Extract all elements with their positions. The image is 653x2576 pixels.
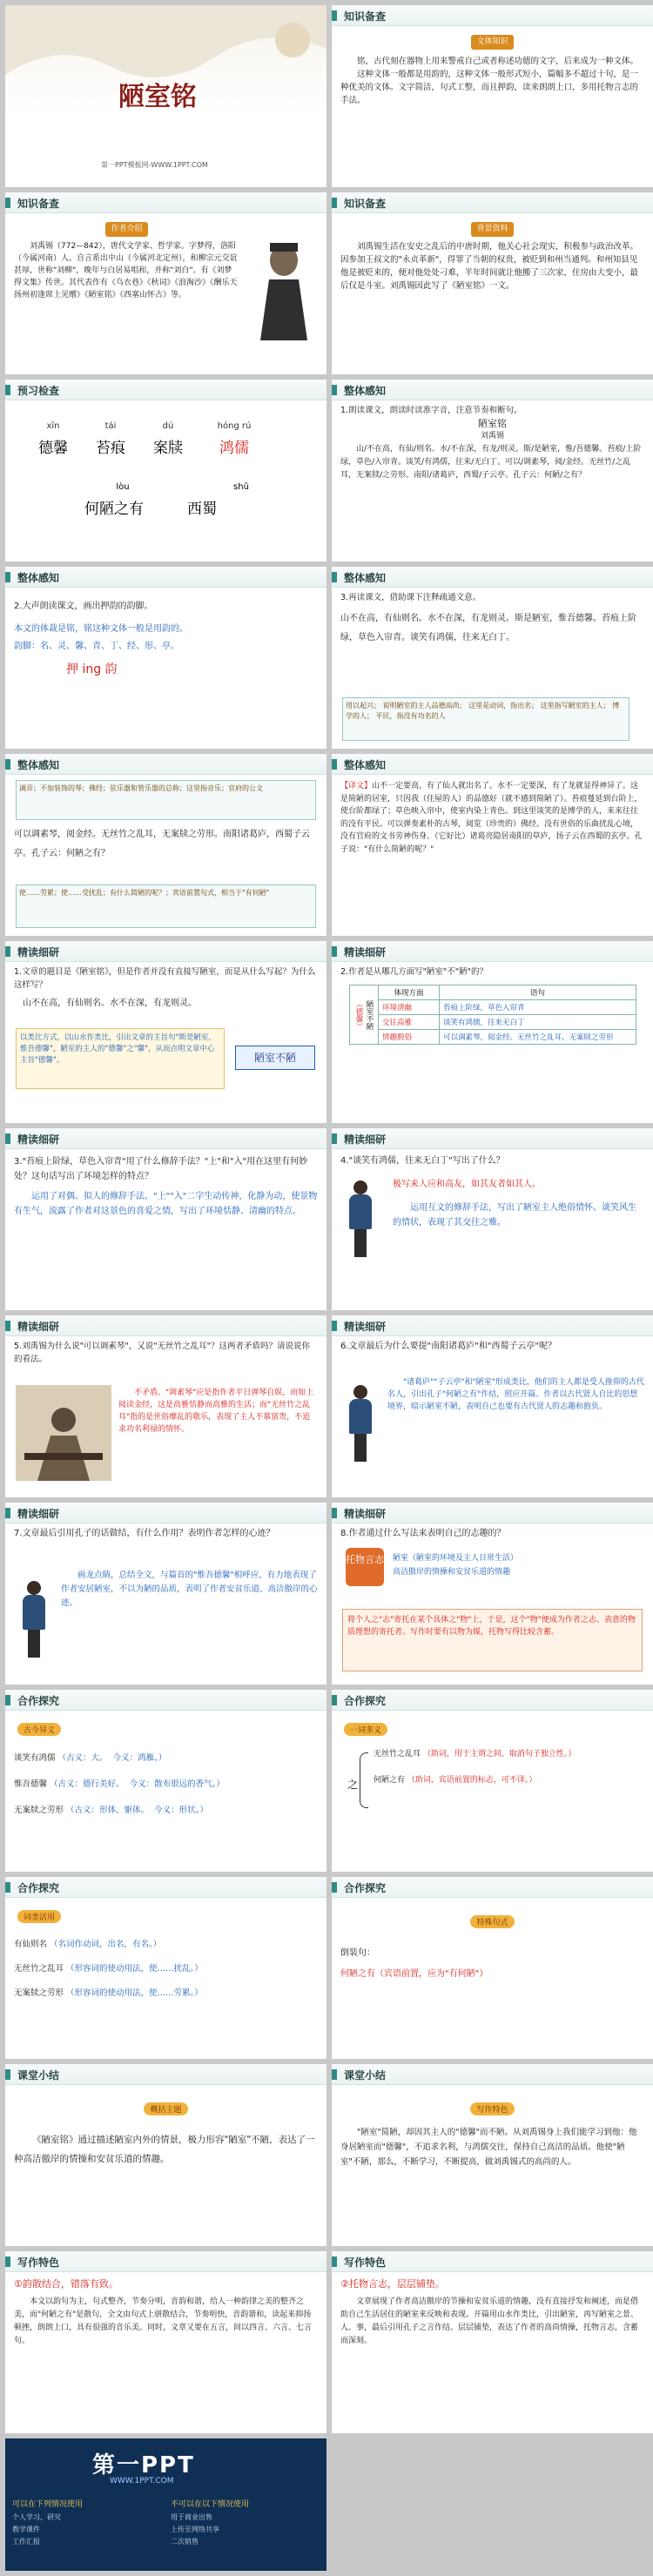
slide-author <box>5 192 326 374</box>
slide-summary-feature <box>332 2064 653 2246</box>
old-3: （古义：形体、躯体。 <box>66 1806 150 1815</box>
note-1: 用以起兴 <box>346 702 374 710</box>
tag: 文体知识 <box>471 35 513 50</box>
row-aspect-2: 交往高雅 <box>379 1015 440 1030</box>
slide-translation <box>332 754 653 936</box>
answer: "诸葛庐""子云亭"和"陋室"形成类比，他们的主人都是受人推仰的古代名人，引出孔子"何陋之有"作结，照应开篇。作者以古代贤人自比的思想境界，暗示陋室不陋，表明自己也要有古代贤人的志趣和抱负。 <box>387 1378 644 1411</box>
allowed-item-3: 工作汇报 <box>12 2538 40 2546</box>
allowed-item-1: 个人学习、研究 <box>12 2513 61 2521</box>
note-box-top: 调弄；不加装饰的琴；佛经；弦乐器和管乐器的总称；这里指音乐；官府的公文 <box>16 780 316 820</box>
note-5: 这里指音乐 <box>186 784 221 792</box>
new-1: 今义：鸿雁。） <box>112 1753 167 1763</box>
banner <box>332 5 653 26</box>
word: 之 <box>347 1779 359 1791</box>
tag: 一词多义 <box>344 1723 387 1736</box>
banner-title: 精读细研 <box>17 1321 60 1333</box>
usage-3: （形容词的使动用法，使……劳累。） <box>66 1988 203 1998</box>
slide-analysis-5 <box>5 1315 326 1497</box>
slide-notes-2 <box>5 754 326 936</box>
question: 3."苔痕上阶绿，草色入帘青"用了什么修辞手法？"上"和"入"用在这里有何妙处？这句话写出了环境怎样的特点？ <box>14 1157 308 1181</box>
answer-2: 运用互文的修辞手法，写出了陋室主人绝俗情怀、谈笑风生的情状，表现了其交往之雅。 <box>393 1203 636 1227</box>
tag: 词类活用 <box>17 1910 61 1923</box>
answer-2: 韵脚：名、灵、馨、青、丁、经、形、亭。 <box>14 642 179 651</box>
note-3: 这里是动词，指出名 <box>468 702 532 710</box>
banner <box>332 941 653 962</box>
banner <box>5 2064 326 2085</box>
meaning-1: （助词，用于主谓之间，取消句子独立性。） <box>422 1750 576 1759</box>
word-6: 西蜀 <box>187 501 217 518</box>
usage-1: （名词作动词，出名，有名。） <box>50 1940 162 1949</box>
poem-body: 山/不在高，有仙/则名。水/不在深，有龙/则灵。斯/是陋室，惟/吾德馨。苔痕/上阶绿，草色/入帘青。谈笑/有鸿儒，往来/无白丁。可以/调素琴，阅/金经。无丝竹/之乱耳，无案牍/之劳形。南阳/诸葛庐，西蜀/子云亭。孔子云：何陋/之有？ <box>340 445 642 480</box>
pinyin-3: dú <box>162 421 174 431</box>
banner <box>5 1690 326 1711</box>
banner <box>5 754 326 775</box>
translation-tag: 【译文】 <box>340 782 373 790</box>
row-2 <box>374 1773 644 1787</box>
note-6: 平民，指没有功名的人 <box>375 712 446 720</box>
answer-box <box>342 1609 643 1671</box>
banner-title: 写作特色 <box>17 2257 60 2269</box>
row-1 <box>14 1745 318 1772</box>
note-4: 弦乐器和管乐器的总称 <box>110 784 179 792</box>
aspect-table <box>349 985 636 1045</box>
tag: 背景资料 <box>471 222 513 237</box>
banner-title: 课堂小结 <box>17 2069 60 2082</box>
banner-title: 精读细研 <box>17 1508 60 1520</box>
word-2: 惟吾德馨 <box>14 1779 48 1789</box>
example: 何陋之有（宾语前置，应为"有何陋"） <box>340 1969 488 1979</box>
question: 2.大声朗读课文，画出押韵的韵脚。 <box>14 602 153 611</box>
question: 1.文章的题目是《陋室铭》，但是作者并没有直接写陋室，而是从什么写起？为什么这样写？ <box>14 967 316 990</box>
desc-1: 陋室（陋室的环境及主人日常生活） <box>393 1554 519 1563</box>
bg-text: 刘禹锡生活在安史之乱后的中唐时期，他关心社会现实，积极参与政治改革。因参加王叔文的"永贞革新"，得罪了当朝的权贵，被贬到和州当通判。和州知县见他是被贬来的，便对他处处刁难，半年时间就让他搬了三次家，住房由大变小，最后仅是斗室。刘禹锡因此写了《陋室铭》一文。 <box>340 242 639 291</box>
slide-analysis-1 <box>5 941 326 1123</box>
banner-title: 写作特色 <box>344 2257 387 2269</box>
poem-title: 陋室铭 <box>478 418 507 429</box>
phrase-2: 无丝竹之乱耳 <box>14 1964 64 1974</box>
word-3: 案牍 <box>153 440 183 457</box>
slide-polysemy <box>332 1690 653 1872</box>
quote: 山不在高，有仙则名。水不在深，有龙则灵。 <box>23 999 197 1008</box>
slide-word-class <box>5 1877 326 2059</box>
answer-1: 本文的体裁是铭，铭这种文体一般是用韵的。 <box>14 624 188 634</box>
banner <box>5 380 326 400</box>
row-3 <box>14 1798 318 1824</box>
banner <box>5 1315 326 1336</box>
question: 7.文章最后引用孔子的话做结，有什么作用？表明作者怎样的心迹？ <box>14 1529 275 1538</box>
forbidden-item-3: 二次销售 <box>171 2538 199 2546</box>
answer: 将个人之"志"寄托在某个具体之"物"上，于是，这个"物"便成为作者之志、表意的物质理想的寄托者。写作时要有以物为媒，托物写得比较含蓄。 <box>347 1616 636 1637</box>
sentence-1: 无丝竹之乱耳 <box>374 1750 421 1759</box>
slide-analysis-6 <box>332 1315 653 1497</box>
row-sentence-2: 谈笑有鸿儒，往来无白丁 <box>440 1015 636 1030</box>
word-1: 德馨 <box>38 440 68 457</box>
note-5: 博学的人 <box>346 702 620 720</box>
allowed-item-2: 教学课件 <box>12 2526 40 2533</box>
note-8: 使……受扰乱 <box>61 889 103 897</box>
slide-summary-theme <box>5 2064 326 2246</box>
answer-1: 极写来人应和高友，如其友者如其人。 <box>393 1180 541 1189</box>
phrase-3: 无案牍之劳形 <box>14 1988 64 1998</box>
pinyin-5: lòu <box>116 482 130 492</box>
slide-background <box>332 192 653 374</box>
sentence-2: 何陋之有 <box>374 1776 406 1785</box>
note-4: 这里指写陋室的主人 <box>540 702 603 710</box>
question: 6.文章最后为什么要提"南阳诸葛庐"和"西蜀子云亭"呢？ <box>340 1342 556 1351</box>
slide-analysis-7 <box>5 1503 326 1685</box>
row-sentence-1: 苔痕上阶绿，草色入帘青 <box>440 1000 636 1015</box>
banner-title: 课堂小结 <box>344 2069 387 2082</box>
row-3 <box>14 1981 318 2006</box>
heading: ①韵散结合，错落有致。 <box>14 2278 118 2290</box>
banner <box>332 1690 653 1711</box>
row-aspect-3: 情趣脱俗 <box>379 1030 440 1045</box>
forbidden-item-2: 上传至网络共享 <box>171 2526 219 2533</box>
banner-title: 合作探究 <box>17 1882 60 1894</box>
banner-title: 知识备查 <box>344 198 387 210</box>
banner-title: 预习检查 <box>17 385 60 397</box>
slide-analysis-2 <box>332 941 653 1123</box>
brand-url: WWW.1PPT.COM <box>110 2477 174 2485</box>
banner <box>332 1503 653 1523</box>
slide-writing-1 <box>5 2251 326 2433</box>
meaning-2: （助词，宾语前置的标志，可不译。） <box>407 1776 537 1785</box>
banner <box>332 192 653 213</box>
banner-title: 精读细研 <box>17 946 60 958</box>
new-3: 今义：形状。） <box>154 1806 208 1815</box>
method-tag: 托物言志 <box>346 1554 384 1565</box>
banner <box>332 1877 653 1898</box>
head-sentence: 语句 <box>440 985 636 1000</box>
pinyin-1: xīn <box>46 421 60 431</box>
slide-title <box>5 5 326 187</box>
desc-2: 高洁傲岸的情操和安贫乐道的情趣 <box>393 1568 511 1577</box>
banner-title: 精读细研 <box>17 1133 60 1146</box>
pinyin-6: shǔ <box>233 482 249 492</box>
banner <box>5 1128 326 1149</box>
tag: 古今异义 <box>17 1723 61 1736</box>
explanation: 以类比方式，以山水作类比，引出文章的主旨句"斯是陋室，惟吾德馨"，陋室的主人的"德馨"之"馨"，从而点明文章中心主旨"德馨"。 <box>20 1033 216 1065</box>
banner <box>5 1877 326 1898</box>
rhyme: 押 ing 韵 <box>66 662 118 676</box>
para-2: 这种文体一般都是用韵的，这种文体一般形式短小，篇幅多不超过十句，是一种优美的文体。文字简洁，句式工整，而且押韵，读来朗朗上口，多用托物言志的手法。 <box>340 70 639 105</box>
pinyin-2: tái <box>104 421 117 431</box>
banner-title: 整体感知 <box>344 385 387 397</box>
key-point: 陋室不陋 <box>253 1052 296 1064</box>
body: 本文以韵句为主，句式整齐，节奏分明，音韵和谐，给人一种韵律之美的整齐之美，而"何陋之有"是散句，全文由句式上骈散结合，节奏明快，音韵谐和，读起来抑扬顿挫，朗朗上口，具有很强的音乐美。同时，文章又要在五言，间以四言、六言、七言句。 <box>14 2297 313 2345</box>
question: 4."谈笑有鸿儒，往来无白丁"写出了什么？ <box>340 1156 505 1166</box>
old-1: （古义：大。 <box>57 1753 108 1763</box>
banner-title: 精读细研 <box>344 946 387 958</box>
poem-author: 刘禹锡 <box>480 432 504 441</box>
teacher-illustration <box>344 1385 377 1463</box>
banner-title: 整体感知 <box>344 572 387 584</box>
note-1: 调弄 <box>19 784 33 792</box>
banner <box>332 2251 653 2272</box>
pinyin-4: hóng rú <box>217 421 252 431</box>
word-2: 苔痕 <box>96 440 125 457</box>
banner-title: 精读细研 <box>344 1508 387 1520</box>
banner-title: 合作探究 <box>17 1695 60 1707</box>
old-2: （古义：德行美好。 <box>50 1779 125 1789</box>
note-box-bottom: 使……劳累；使……受扰乱；有什么简陋的呢？；宾语前置句式，相当于"有何陋" <box>16 884 316 928</box>
qin-player-illustration <box>16 1385 111 1481</box>
slide-old-new-meaning <box>5 1690 326 1872</box>
note-box: 用以起兴； 说明陋室的主人品德高尚； 这里是动词，指出名； 这里指写陋室的主人； 博学的人； 平民，指没有功名的人 <box>342 697 629 741</box>
row-1 <box>374 1747 644 1761</box>
forbidden-item-1: 用于商业出售 <box>171 2513 212 2521</box>
summary-text: 《陋室铭》通过描述陋室内外的情景，极力形容"陋室"不陋，表达了一种高洁傲岸的情操和安贫乐道的情趣。 <box>14 2135 315 2164</box>
slide-pinyin <box>5 380 326 562</box>
slide-genre <box>332 5 653 187</box>
phrase-1: 有仙则名 <box>14 1940 48 1949</box>
head-aspect: 体现方面 <box>379 985 440 1000</box>
tag: 写作特色 <box>470 2102 514 2115</box>
word-5: 何陋之有 <box>84 501 144 518</box>
key-box <box>235 1046 315 1070</box>
banner <box>332 380 653 400</box>
heading: ②托物言志，层层铺垫。 <box>340 2278 445 2290</box>
brace <box>360 1752 368 1808</box>
author-portrait <box>253 236 314 340</box>
question: 1.朗读课文，朗读时读准字音，注意节奏和断句。 <box>340 406 522 415</box>
slide-sentence-pattern <box>332 1877 653 2059</box>
banner <box>332 1315 653 1336</box>
question: 8.作者通过什么写法来表明自己的志趣的？ <box>340 1529 506 1538</box>
text-line: 可以调素琴，阅金经。无丝竹之乱耳，无案牍之劳形。南阳诸葛庐，西蜀子云亭。孔子云：何陋之有？ <box>14 830 310 858</box>
answer: 画龙点睛，总结全文，与篇首的"惟吾德馨"相呼应，有力地表现了作者安居陋室，不以为陋的品质，表明了作者安贫乐道、高洁傲岸的心迹。 <box>61 1570 318 1608</box>
banner <box>5 567 326 588</box>
banner <box>332 1128 653 1149</box>
text-line: 山不在高，有仙则名。水不在深，有龙则灵。斯是陋室，惟吾德馨。苔痕上阶绿，草色入帘青。谈笑有鸿儒，往来无白丁。 <box>340 614 636 642</box>
tag: 作者介绍 <box>105 222 147 237</box>
note-3: 佛经 <box>89 784 103 792</box>
forbidden-heading: 不可以在以下情况使用 <box>171 2500 250 2509</box>
answer: 运用了对偶、拟人的修辞手法。"上""入"二字生动传神，化静为动，使景物有生气，流露了作者对这景色的喜爱之情，写出了环境恬静、清幽的特点。 <box>14 1192 318 1216</box>
banner-title: 合作探究 <box>344 1882 387 1894</box>
banner <box>5 1503 326 1523</box>
banner-title: 知识备查 <box>17 198 60 210</box>
banner-title: 整体感知 <box>17 572 60 584</box>
title-sub: 第一PPT模板网-WWW.1PPT.COM <box>101 161 208 169</box>
banner <box>5 2251 326 2272</box>
banner-title: 知识备查 <box>344 10 387 23</box>
word-1: 谈笑有鸿儒 <box>14 1753 56 1763</box>
note-9: 有什么简陋的呢？ <box>110 889 165 897</box>
banner-title: 整体感知 <box>17 759 60 771</box>
table-left-label <box>350 985 379 1045</box>
new-2: 今义：散布很远的香气。） <box>129 1779 225 1789</box>
note-2: 说明陋室的主人品德高尚 <box>382 702 460 710</box>
note-7: 使……劳累 <box>19 889 54 897</box>
slide-notes-1 <box>332 567 653 749</box>
teacher-illustration <box>344 1180 377 1259</box>
banner-title: 整体感知 <box>344 759 387 771</box>
tag: 概括主题 <box>144 2102 187 2115</box>
allowed-heading: 可以在下列情况使用 <box>12 2500 84 2509</box>
question: 3.再读课文，借助课下注释疏通文意。 <box>340 593 481 602</box>
banner <box>5 941 326 962</box>
row-2 <box>14 1772 318 1798</box>
title-text: 陋室铭 <box>118 82 197 112</box>
note-2: 不加装饰的琴 <box>40 784 82 792</box>
translation-text: 山不一定要高，有了仙人就出名了。水不一定要深，有了龙就显得神异了。这是简陋的居室，只因我（住屋的人）的品德好（就不感到简陋了）。苔痕蔓延到台阶上，使台阶都绿了；草色映入帘中，使室内染上青色。到这里谈笑的是博学的人，来来往往的没有平民。可以弹奏素朴的古琴，阅览（珍贵的）佛经。没有世俗的乐曲扰乱心境，没有官府的文书劳神伤身。（它好比）诸葛亮隐居南阳的草庐，扬子云在西蜀的玄亭。孔子说："有什么简陋的呢？" <box>340 782 643 854</box>
row-1 <box>14 1933 318 1957</box>
slide-analysis-8 <box>332 1503 653 1685</box>
body: 文章展现了作者高洁傲岸的节操和安贫乐道的情趣，没有直接抒发和阐述，而是借助自己生活居住的陋室来反映和表现。开篇用山水作类比，引出陋室，再写陋室之景、人、事，最后引用孔子之言作结。层层铺垫，表达了作者的高尚情操，托物言志，含蓄而深刻。 <box>340 2297 639 2345</box>
question: 2.作者是从哪几方面写"陋室"不"陋"的？ <box>340 967 488 977</box>
banner <box>332 567 653 588</box>
tag: 特殊句式 <box>470 1915 514 1928</box>
slide-rhyme <box>5 567 326 749</box>
author-text: 刘禹锡（772—842），唐代文学家、哲学家。字梦得，洛阳（今属河南）人。自言系出中山（今属河北定州），和柳宗元交谊甚厚，世称"刘柳"，晚年与白居易唱和，并称"刘白"。有《刘梦得文集》传世。其代表作有《乌衣巷》《秋词》《浪淘沙》《酬乐天扬州初逢席上见赠》《陋室铭》《西塞山怀古》等。 <box>14 242 238 299</box>
summary-text: "陋室"简陋，却因其主人的"德馨"而不陋。从刘禹锡身上我们能学习到他：他身居陋室而"德馨"，不追求名利，与鸿儒交往，保持自己高洁的品质。他使"陋室"不陋，那么，不断学习，不断提高，做刘禹锡式的高尚的人。 <box>340 2128 637 2167</box>
banner <box>332 2064 653 2085</box>
question: 5.刘禹锡为什么说"可以调素琴"，又说"无丝竹之乱耳"？这两者矛盾吗？请说说你的看法。 <box>14 1342 311 1364</box>
slide-ad <box>5 2438 326 2571</box>
answer: 不矛盾。"调素琴"应是指作者平日弹琴自娱，而如上阅读金经，这是高雅恬静而高雅的生活；而"无丝竹之乱耳"指的是世俗靡乱的歌乐，表现了主人不慕富贵，不追求功名利禄的情怀。 <box>118 1389 314 1434</box>
banner-title: 精读细研 <box>344 1133 387 1146</box>
slide-read-1 <box>332 380 653 562</box>
slide-analysis-3 <box>5 1128 326 1310</box>
explanation-box <box>16 1028 225 1089</box>
para-1: 铭，古代刻在器物上用来警戒自己或者称述功德的文字，后来成为一种文体。 <box>357 57 639 66</box>
row-sentence-3: 可以调素琴，阅金经。无丝竹之乱耳，无案牍之劳形 <box>440 1030 636 1045</box>
left-text: 陋室不陋 <box>365 999 374 1030</box>
word-4: 鸿儒 <box>219 440 249 457</box>
word-3: 无案牍之劳形 <box>14 1806 64 1815</box>
brand: 第一PPT <box>92 2452 195 2478</box>
note-10: 宾语前置句式，相当于"有何陋" <box>172 889 270 897</box>
banner <box>5 192 326 213</box>
banner-title: 合作探究 <box>344 1695 387 1707</box>
slide-writing-2 <box>332 2251 653 2433</box>
method-badge <box>346 1548 384 1586</box>
usage-2: （形容词的使动用法，使……扰乱。） <box>66 1964 203 1974</box>
teacher-illustration <box>17 1581 50 1659</box>
row-2 <box>14 1957 318 1981</box>
slide-analysis-4 <box>332 1128 653 1310</box>
label: 倒装句： <box>340 1948 375 1958</box>
left-foot: （德馨） <box>354 999 363 1030</box>
banner-title: 精读细研 <box>344 1321 387 1333</box>
banner <box>332 754 653 775</box>
row-aspect-1: 环境清幽 <box>379 1000 440 1015</box>
note-6: 官府的公文 <box>228 784 263 792</box>
